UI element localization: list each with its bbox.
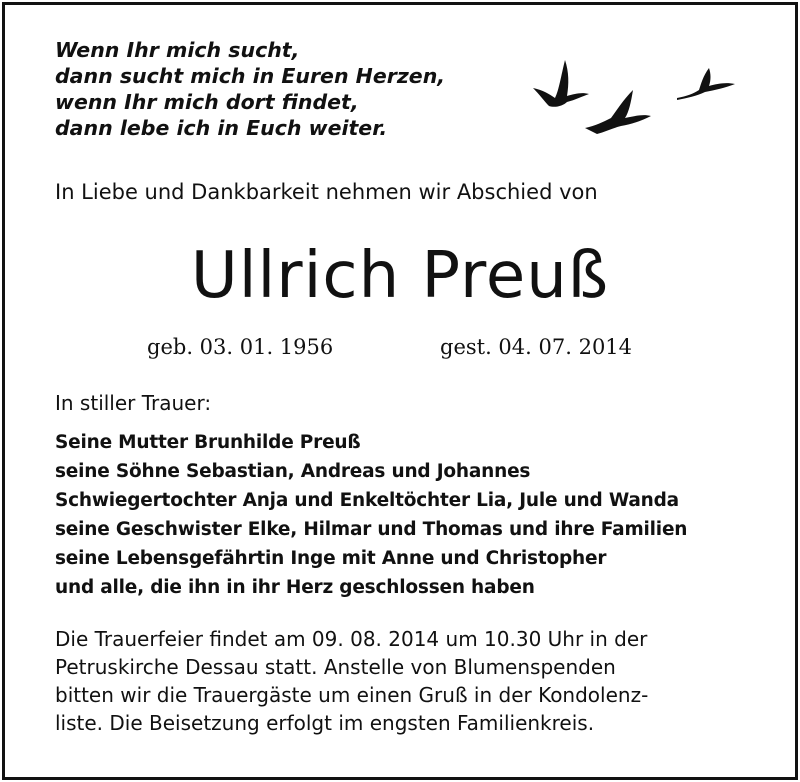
family-list	[55, 428, 687, 602]
poem-line: dann sucht mich in Euren Herzen,	[55, 64, 446, 88]
mourning-label: In stiller Trauer:	[55, 391, 212, 415]
bird-icon	[585, 90, 651, 134]
service-line: bitten wir die Trauergäste um einen Gruß in der Kondolenz-	[55, 683, 649, 707]
service-info	[55, 625, 755, 737]
family-line: und alle, die ihn in ihr Herz geschlossen haben	[55, 577, 535, 598]
family-line: Seine Mutter Brunhilde Preuß	[55, 432, 361, 453]
poem	[55, 37, 445, 141]
poem-line: wenn Ihr mich dort findet,	[55, 90, 359, 114]
bird-icon	[677, 68, 735, 100]
death-date: gest. 04. 07. 2014	[440, 335, 633, 359]
bird-icon	[533, 60, 589, 107]
poem-line: dann lebe ich in Euch weiter.	[55, 116, 388, 140]
family-line: seine Lebensgefährtin Inge mit Anne und Christopher	[55, 548, 607, 569]
family-line: seine Geschwister Elke, Hilmar und Thomas und ihre Familien	[55, 519, 688, 540]
service-line: Die Trauerfeier findet am 09. 08. 2014 um 10.30 Uhr in der	[55, 627, 648, 651]
intro-text: In Liebe und Dankbarkeit nehmen wir Abschied von	[55, 180, 598, 204]
service-line: Petruskirche Dessau statt. Anstelle von Blumenspenden	[55, 655, 616, 679]
poem-line: Wenn Ihr mich sucht,	[55, 38, 300, 62]
flying-birds-icon	[525, 50, 755, 140]
service-line: liste. Die Beisetzung erfolgt im engsten Familienkreis.	[55, 711, 595, 735]
family-line: seine Söhne Sebastian, Andreas und Johannes	[55, 461, 531, 482]
deceased-name: Ullrich Preuß	[190, 239, 610, 313]
birth-date: geb. 03. 01. 1956	[147, 335, 334, 359]
family-line: Schwiegertochter Anja und Enkeltöchter Lia, Jule und Wanda	[55, 490, 679, 511]
